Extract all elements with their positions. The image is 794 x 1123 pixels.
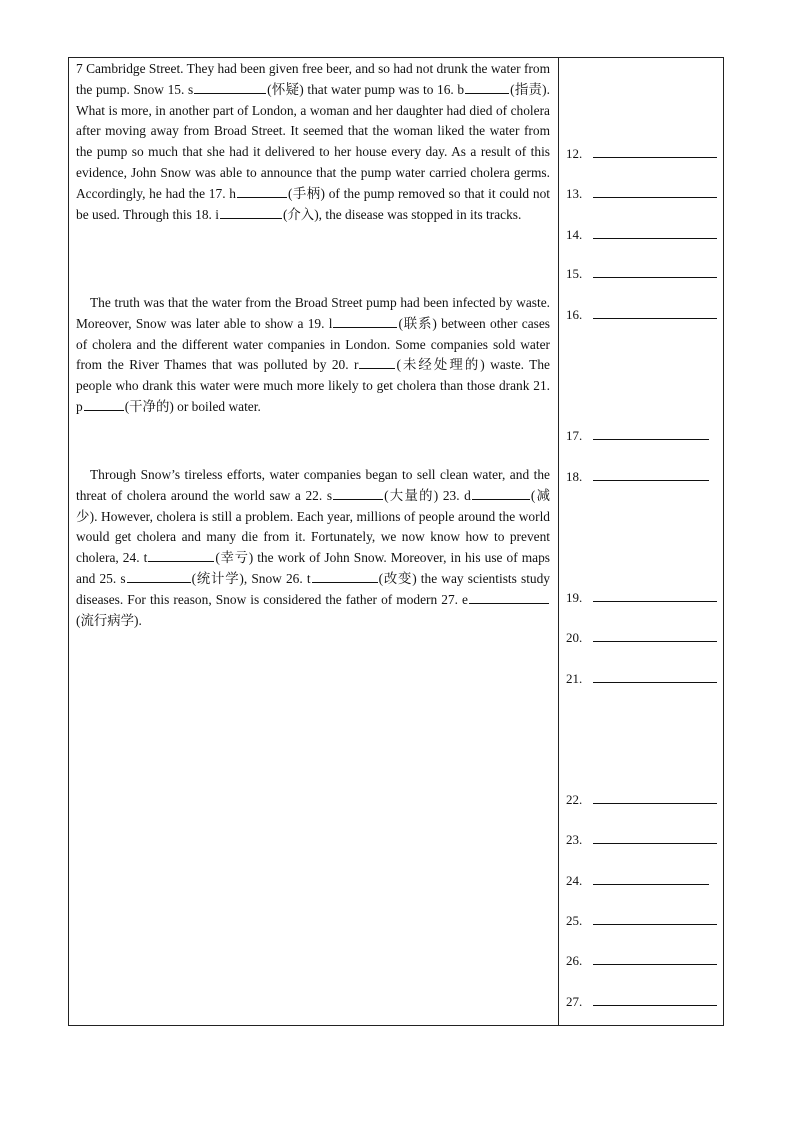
answer-26 [566, 952, 717, 969]
answer-22 [566, 791, 717, 808]
answer-12 [566, 145, 717, 162]
answer-line[interactable] [593, 791, 717, 804]
answer-line[interactable] [593, 629, 717, 642]
text: The truth was that the water from the Broad Street pump had been infected by waste. Moreover, Snow was later able to show a 19. l [76, 295, 550, 331]
hint: (手柄) [288, 185, 325, 201]
answer-number: 18. [566, 469, 583, 484]
answer-line[interactable] [593, 185, 717, 198]
answer-number: 19. [566, 590, 583, 605]
answer-number: 26. [566, 953, 583, 968]
answer-number: 14. [566, 227, 583, 242]
answer-number: 13. [566, 186, 583, 201]
answer-number: 22. [566, 792, 583, 807]
answer-number: 21. [566, 671, 583, 686]
answer-line[interactable] [593, 670, 717, 683]
text: , the disease was stopped in its tracks. [318, 206, 522, 222]
passage-paragraph-3 [76, 465, 550, 631]
answer-27 [566, 993, 717, 1010]
blank-18[interactable] [220, 206, 282, 219]
answer-number: 27. [566, 994, 583, 1009]
hint: (幸亏) [215, 550, 254, 566]
answer-number: 23. [566, 832, 583, 847]
answer-25 [566, 912, 717, 929]
text: the way scientists study diseases. For this reason, Snow is considered the father of modern 27. e [76, 570, 550, 607]
text: , Snow 26. t [243, 570, 311, 586]
answer-line[interactable] [593, 265, 717, 278]
blank-22[interactable] [333, 487, 383, 500]
blank-20[interactable] [359, 356, 395, 369]
hint: (减少) [76, 487, 551, 524]
passage-paragraph-2 [76, 293, 550, 418]
passage-paragraph-1 [76, 59, 550, 225]
text: . [138, 612, 142, 628]
text: Through Snow’s tireless efforts, water companies began to sell clean water, and the threat of cholera around the world saw a 22. s [76, 467, 550, 503]
answer-15 [566, 265, 717, 282]
answer-24 [566, 872, 709, 889]
text: the work of John Snow. Moreover, in his use of maps and 25. s [76, 550, 551, 586]
answer-line[interactable] [593, 468, 709, 481]
text: that water pump was to 16. b [303, 81, 465, 97]
answer-number: 17. [566, 428, 583, 443]
text: or boiled water. [173, 398, 261, 414]
answer-number: 16. [566, 307, 583, 322]
blank-17[interactable] [237, 185, 287, 198]
answer-line[interactable] [593, 993, 717, 1006]
blank-16[interactable] [465, 81, 509, 94]
blank-25[interactable] [127, 570, 191, 583]
blank-15[interactable] [194, 81, 266, 94]
answer-line[interactable] [593, 912, 717, 925]
blank-23[interactable] [472, 487, 530, 500]
column-divider [558, 57, 559, 1026]
hint: (指责) [510, 81, 547, 97]
blank-24[interactable] [148, 549, 214, 562]
answer-20 [566, 629, 717, 646]
answer-number: 12. [566, 146, 583, 161]
answer-line[interactable] [593, 831, 717, 844]
hint: (统计学) [191, 570, 244, 586]
answer-line[interactable] [593, 306, 717, 319]
answer-13 [566, 185, 717, 202]
answer-line[interactable] [593, 145, 717, 158]
blank-21[interactable] [84, 398, 124, 411]
answer-14 [566, 226, 717, 243]
text: 7 Cambridge Street. They had been given free beer, and so had not drunk the water from the pump. Snow 15. s [76, 61, 550, 97]
blank-27[interactable] [469, 591, 549, 604]
text: 23. d [438, 487, 471, 503]
answer-number: 20. [566, 630, 583, 645]
hint: (未经处理的) [396, 357, 485, 373]
answer-line[interactable] [593, 226, 717, 239]
hint: (流行病学) [76, 612, 139, 628]
answer-number: 24. [566, 873, 583, 888]
hint: (联系) [398, 315, 437, 331]
answer-line[interactable] [593, 952, 717, 965]
text: of the pump removed so that it could not be used. Through this 18. i [76, 185, 551, 222]
blank-26[interactable] [312, 570, 378, 583]
answer-line[interactable] [593, 872, 709, 885]
blank-19[interactable] [333, 315, 397, 328]
answer-17 [566, 427, 709, 444]
answer-19 [566, 589, 717, 606]
answer-18 [566, 468, 709, 485]
hint: (大量的) [384, 487, 439, 503]
hint: (怀疑) [267, 81, 304, 97]
answer-23 [566, 831, 717, 848]
answer-number: 25. [566, 913, 583, 928]
answer-21 [566, 670, 717, 687]
answer-line[interactable] [593, 427, 709, 440]
text: . However, cholera is still a problem. Each year, millions of people around the world would get cholera and many die from it. Fortunately, we now know how to prevent cholera, 24. t [76, 508, 550, 566]
answer-16 [566, 306, 717, 323]
hint: (干净的) [124, 398, 174, 414]
hint: (介入) [282, 206, 319, 222]
answer-number: 15. [566, 266, 583, 281]
text: waste. The people who drank this water were much more likely to get cholera than those drank 21. p [76, 357, 551, 414]
text: . What is more, in another part of London, a woman and her daughter had died of cholera after moving away from Broad Street. It seemed that the woman liked the water from the pump so much that she had it delivered to her house every day. As a result of this evidence, John Snow was able to announce that the pump water carried cholera germs. Accordingly, he had the 17. h [76, 81, 550, 201]
text: between other cases of cholera and the different water companies in London. Some companies sold water from the River Thames that was polluted by 20. r [76, 315, 551, 373]
hint: (改变) [378, 570, 417, 586]
answer-line[interactable] [593, 589, 717, 602]
